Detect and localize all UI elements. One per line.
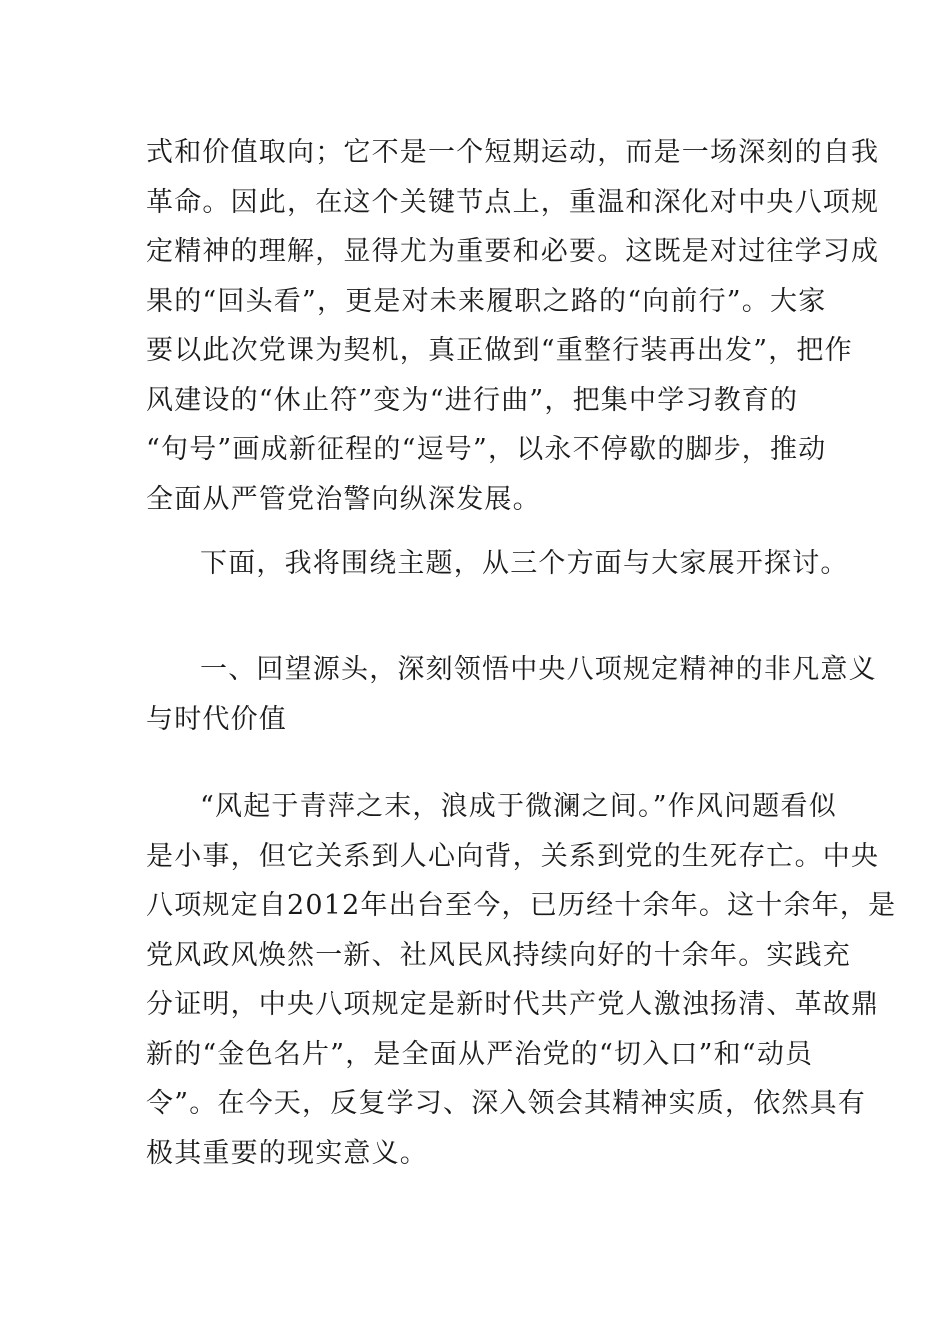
text-line: 党风政风焕然一新、社风民风持续向好的十余年。实践充 — [146, 939, 851, 971]
paragraph-intro — [146, 539, 849, 589]
text-line: 要以此次党课为契机，真正做到“重整行装再出发”，把作 — [146, 335, 853, 366]
section-heading — [146, 645, 877, 744]
text-line: 式和价值取向；它不是一个短期运动，而是一场深刻的自我 — [146, 137, 880, 168]
text-line: 与时代价值 — [146, 703, 287, 735]
text-line: 定精神的理解，显得尤为重要和必要。这既是对过往学习成 — [146, 236, 880, 267]
text-line: 是小事，但它关系到人心向背，关系到党的生死存亡。中央 — [146, 840, 880, 872]
text-line: 果的“回头看”，更是对未来履职之路的“向前行”。大家 — [146, 285, 827, 317]
paragraph-continuation — [146, 128, 880, 524]
text-line: 下面，我将围绕主题，从三个方面与大家展开探讨。 — [200, 548, 849, 579]
text-line: 分证明，中央八项规定是新时代共产党人激浊扬清、革故鼎 — [146, 989, 880, 1020]
text-line: 一、回望源头，深刻领悟中央八项规定精神的非凡意义 — [200, 654, 877, 685]
text-line: “风起于青萍之末，浪成于微澜之间。”作风问题看似 — [200, 791, 837, 822]
text-line: “句号”画成新征程的“逗号”，以永不停歇的脚步，推动 — [146, 434, 827, 465]
text-line: 极其重要的现实意义。 — [146, 1137, 428, 1169]
text-line: 全面从严管党治警向纵深发展。 — [146, 483, 541, 515]
text-line: 新的“金色名片”，是全面从严治党的“切入口”和“动员 — [146, 1038, 814, 1070]
text-line: 革命。因此，在这个关键节点上，重温和深化对中央八项规 — [146, 186, 880, 218]
text-line: 八项规定自2012年出台至今，已历经十余年。这十余年，是 — [146, 890, 897, 921]
text-line: 令”。在今天，反复学习、深入领会其精神实质，依然具有 — [146, 1088, 867, 1119]
text-line: 风建设的“休止符”变为“进行曲”，把集中学习教育的 — [146, 384, 799, 416]
paragraph-body — [146, 782, 897, 1178]
